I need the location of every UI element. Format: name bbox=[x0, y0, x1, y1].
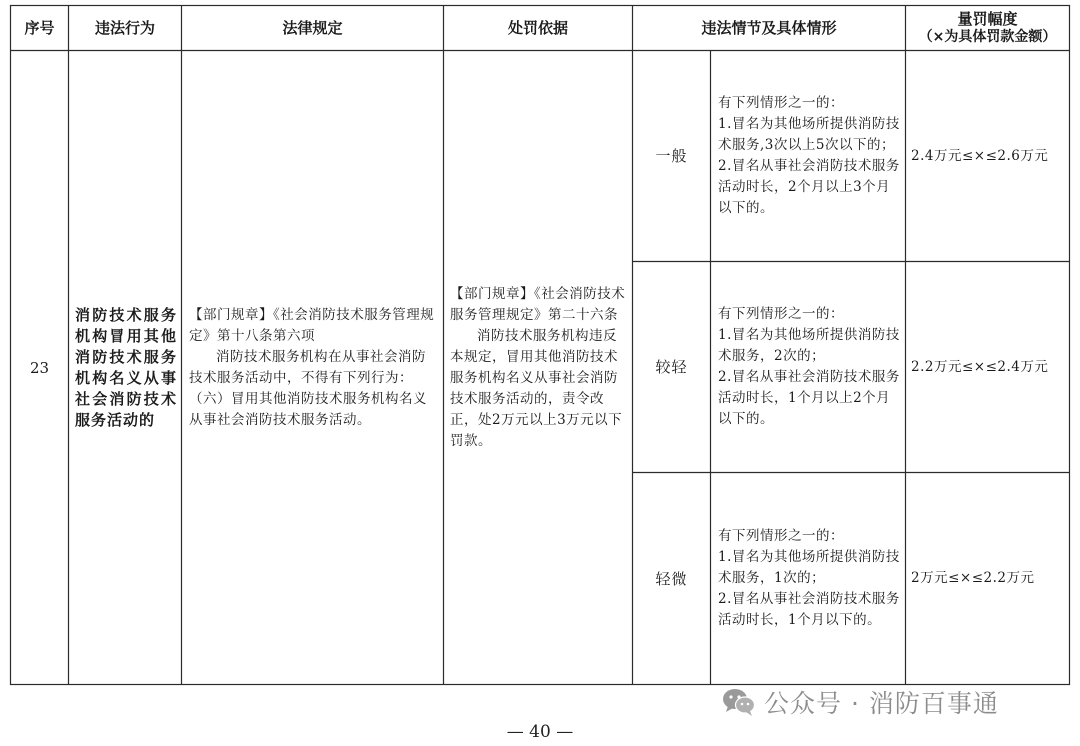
details-slight bbox=[718, 473, 900, 684]
header-behavior: 违法行为 bbox=[94, 19, 155, 37]
legal-provision-text bbox=[189, 305, 437, 431]
header-circumstance: 违法情节及具体情形 bbox=[701, 19, 837, 37]
penalty-general-text: 2.4万元≤×≤2.6万元 bbox=[911, 147, 1049, 164]
watermark-text: 公众号 · 消防百事通 bbox=[764, 689, 999, 718]
row-number: 23 bbox=[29, 358, 50, 377]
level-general: 一般 bbox=[655, 147, 688, 165]
details-minor-text: 有下列情形之一的： 1.冒名为其他场所提供消防技术服务，2次的； 2.冒名从事社会消防技术服务活动时长，1个月以上2个月以下的。 bbox=[718, 306, 900, 427]
header-penalty-title: 量罚幅度 bbox=[957, 10, 1018, 28]
details-minor bbox=[718, 262, 900, 472]
details-general bbox=[718, 51, 900, 261]
penalty-basis-text bbox=[450, 284, 628, 452]
header-penalty-subtitle: （×为具体罚款金额） bbox=[918, 29, 1057, 45]
header-no: 序号 bbox=[24, 19, 55, 37]
penalty-basis-content: 消防技术服务机构违反本规定，冒用其他消防技术服务机构名义从事社会消防技术服务活动的，责令改正，处2万元以上3万元以下罚款。 bbox=[450, 327, 623, 449]
legal-provision-source: 【部门规章】《社会消防技术服务管理规定》第十八条第六项 bbox=[189, 306, 435, 344]
details-slight-text: 有下列情形之一的： 1.冒名为其他场所提供消防技术服务，1次的； 2.冒名从事社会消防技术服务活动时长，1个月以下的。 bbox=[718, 528, 900, 628]
wechat-icon bbox=[722, 687, 756, 717]
violation-behavior-text: 消防技术服务机构冒用其他消防技术服务机构名义从事社会消防技术服务活动的 bbox=[75, 305, 177, 429]
page-number: — 40 — bbox=[506, 722, 574, 742]
wechat-watermark bbox=[722, 684, 999, 720]
header-basis: 处罚依据 bbox=[507, 19, 568, 37]
penalty-slight-text: 2万元≤×≤2.2万元 bbox=[911, 570, 1035, 586]
legal-provision bbox=[189, 51, 437, 684]
details-general-text: 有下列情形之一的： 1.冒名为其他场所提供消防技术服务,3次以上5次以下的； 2.冒名从事社会消防技术服务活动时长，2个月以上3个月以下的。 bbox=[718, 95, 900, 216]
penalty-general bbox=[911, 51, 1067, 261]
penalty-minor-text: 2.2万元≤×≤2.4万元 bbox=[911, 358, 1049, 375]
header-law: 法律规定 bbox=[282, 19, 343, 37]
penalty-minor bbox=[911, 262, 1067, 472]
penalty-basis bbox=[450, 51, 628, 684]
penalty-slight bbox=[911, 473, 1067, 684]
level-minor: 较轻 bbox=[655, 358, 688, 376]
level-slight: 轻微 bbox=[655, 569, 688, 588]
violation-behavior bbox=[75, 51, 177, 684]
penalty-basis-source: 【部门规章】《社会消防技术服务管理规定》第二十六条 bbox=[450, 285, 626, 323]
header-penalty bbox=[906, 6, 1069, 50]
legal-provision-content: 消防技术服务机构在从事社会消防技术服务活动中，不得有下列行为：（六）冒用其他消防技术服务机构名义从事社会消防技术服务活动。 bbox=[189, 348, 427, 428]
